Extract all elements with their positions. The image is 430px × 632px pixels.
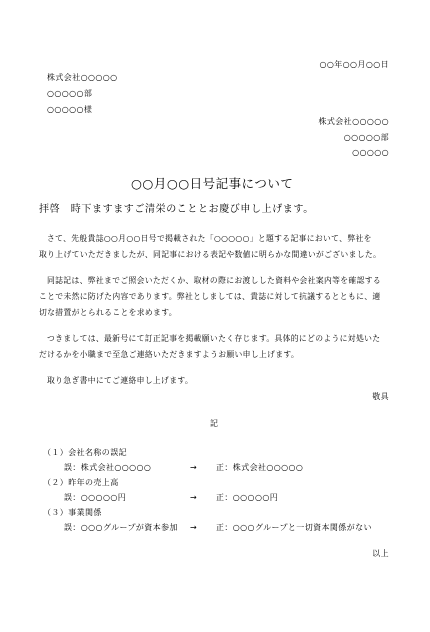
closing-keigu: 敬具	[372, 392, 389, 401]
recipient-person: ○○○○○様	[47, 105, 93, 114]
paragraph-line: さて、先般貴誌○○月○○日号で掲載された「○○○○○」と題する記事において、弊社を	[47, 234, 372, 243]
item-wrong: 誤：株式会社○○○○○	[64, 463, 152, 472]
ki-heading: 記	[210, 419, 219, 428]
paragraph-line: 切な措置がとられることを求めます。	[39, 308, 177, 317]
greeting: 拝啓 時下ますますご清栄のこととお慶び申し上げます。	[39, 204, 314, 215]
item-heading: （３）事業関係	[43, 508, 102, 517]
paragraph-line: だけるかを小職まで至急ご連絡いただきますようお願い申し上げます。	[39, 350, 300, 359]
paragraph-line: 同誌記は、弊社までご照会いただくか、取材の際にお渡しした資料や会社案内等を確認する	[47, 276, 382, 285]
item-wrong: 誤：○○○グループが資本参加	[64, 523, 178, 532]
item-wrong: 誤：○○○○○円	[64, 493, 127, 502]
arrow-icon: →	[190, 463, 197, 472]
end-ijo: 以上	[372, 549, 389, 558]
item-heading: （２）昨年の売上高	[43, 478, 119, 487]
item-correct: 正：○○○○○円	[216, 493, 279, 502]
item-correct: 正：○○○グループと一切資本関係がない	[216, 523, 372, 532]
paragraph-line: つきましては、最新号にて訂正記事を掲載願いたく存じます。具体的にどのように対処いた	[47, 334, 381, 343]
item-heading: （１）会社名称の誤記	[43, 448, 127, 457]
sender-name: ○○○○○	[352, 148, 389, 157]
sender-department: ○○○○○部	[343, 133, 389, 142]
recipient-department: ○○○○○部	[47, 89, 93, 98]
paragraph-line: ことで未然に防げた内容であります。弊社としましては、貴誌に対して抗議するとともに、適	[39, 292, 381, 301]
item-correct: 正：株式会社○○○○○	[216, 463, 304, 472]
letter-title: ○○月○○日号記事について	[131, 176, 294, 191]
paragraph-line: 取り急ぎ書中にてご連絡申し上げます。	[47, 376, 194, 385]
letter-date: ○○年○○月○○日	[319, 60, 389, 69]
recipient-company: 株式会社○○○○○	[47, 73, 118, 82]
sender-company: 株式会社○○○○○	[318, 117, 389, 126]
arrow-icon: →	[190, 493, 197, 502]
arrow-icon: →	[190, 523, 197, 532]
paragraph-line: 取り上げていただきましたが、同記事における表記や数値に明らかな間違いがございました。	[39, 250, 382, 259]
